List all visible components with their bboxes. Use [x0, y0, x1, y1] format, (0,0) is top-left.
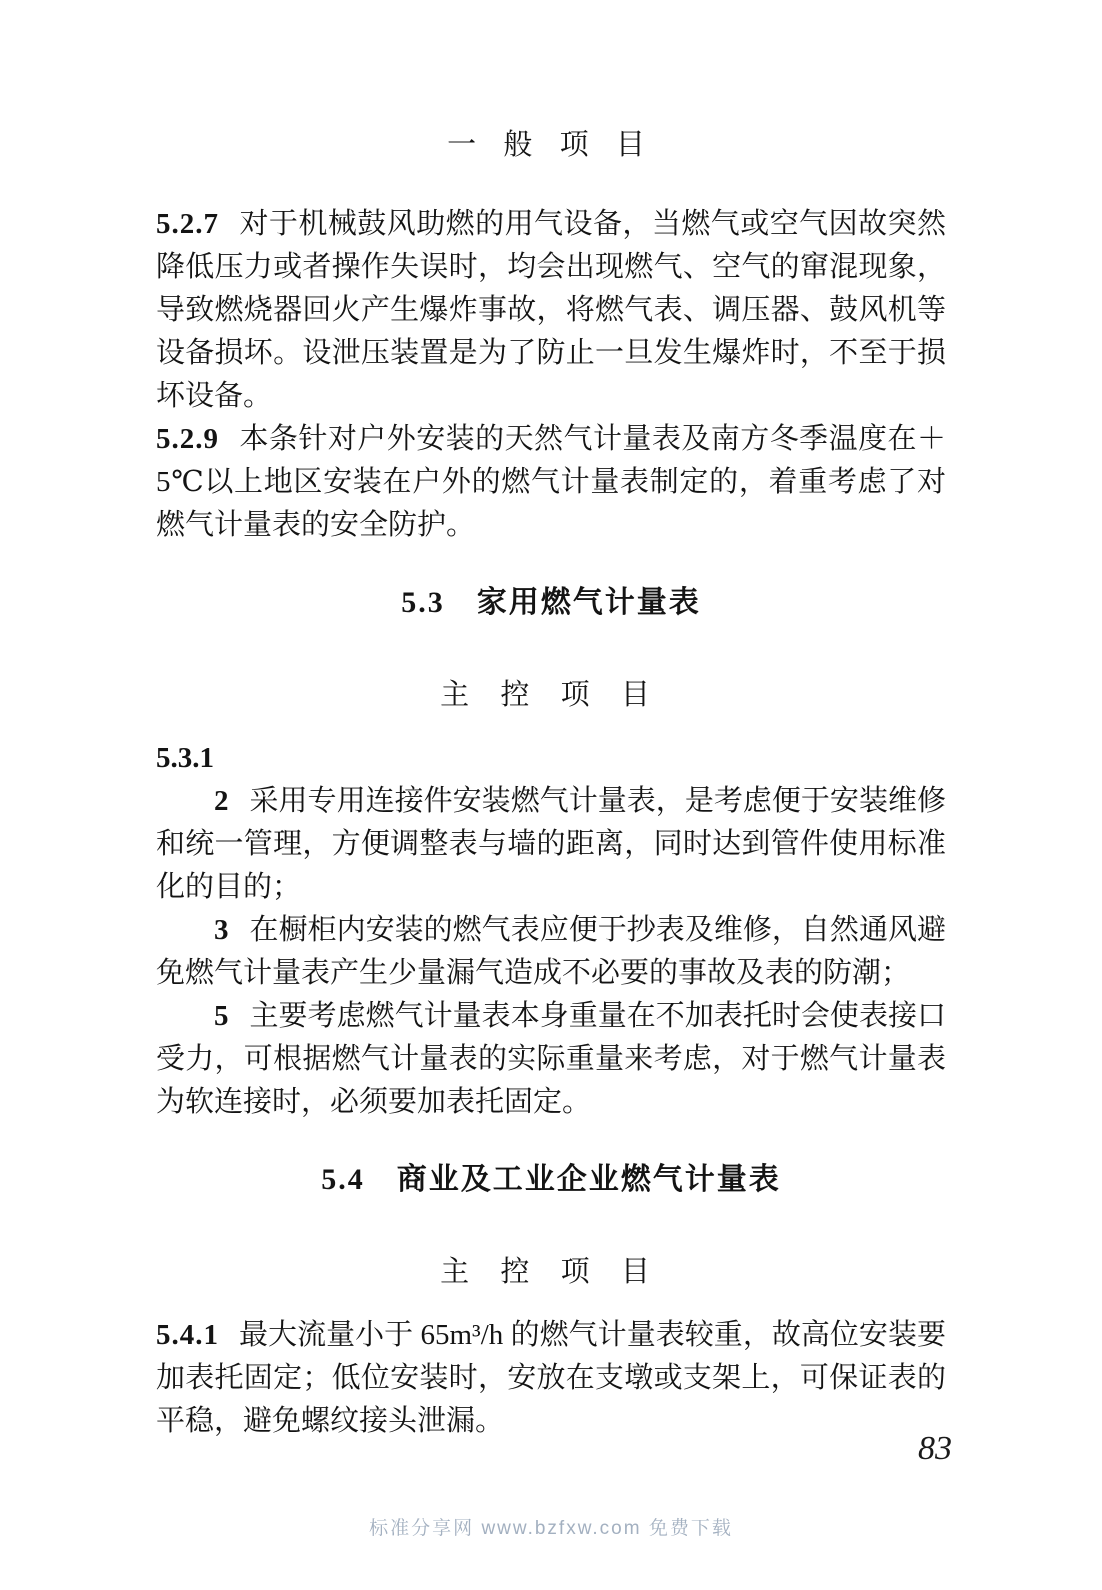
paragraph-5-2-9 [156, 418, 946, 547]
section-5-3-heading: 5.3 家用燃气计量表 [401, 586, 701, 619]
subitem-number: 2 [214, 785, 230, 817]
clause-number: 5.2.7 [156, 208, 219, 240]
clause-text: 对于机械鼓风助燃的用气设备，当燃气或空气因故突然降低压力或者操作失误时，均会出现燃气、空气的窜混现象，导致燃烧器回火产生爆炸事故，将燃气表、调压器、鼓风机等设备损坏。设泄压装置是为了防止一旦发生爆炸时，不至于损坏设备。 [156, 208, 946, 412]
subitem-3 [156, 909, 946, 995]
clause-5-3-1: 5.3.1 [156, 742, 214, 774]
subitem-text: 主要考虑燃气计量表本身重量在不加表托时会使表接口受力，可根据燃气计量表的实际重量来考虑，对于燃气计量表为软连接时，必须要加表托固定。 [156, 1000, 946, 1118]
subitem-text: 采用专用连接件安装燃气计量表，是考虑便于安装维修和统一管理，方便调整表与墙的距离，同时达到管件使用标准化的目的； [156, 785, 946, 903]
section-5-4-heading: 5.4 商业及工业企业燃气计量表 [321, 1163, 781, 1196]
clause-text: 本条针对户外安装的天然气计量表及南方冬季温度在＋5℃以上地区安装在户外的燃气计量表制定的，着重考虑了对燃气计量表的安全防护。 [156, 423, 946, 541]
paragraph-5-4-1 [156, 1314, 946, 1443]
paragraph-5-2-7 [156, 203, 946, 418]
subitem-number: 3 [214, 914, 230, 946]
general-items-heading: 一 般 项 目 [447, 129, 655, 161]
control-items-heading-2: 主 控 项 目 [440, 1256, 662, 1288]
control-items-heading-1: 主 控 项 目 [440, 679, 662, 711]
subitem-text: 在橱柜内安装的燃气表应便于抄表及维修，自然通风避免燃气计量表产生少量漏气造成不必要的事故及表的防潮； [156, 914, 946, 989]
page-number: 83 [918, 1430, 952, 1467]
clause-text: 最大流量小于 65m³/h 的燃气计量表较重，故高位安装要加表托固定；低位安装时，安放在支墩或支架上，可保证表的平稳，避免螺纹接头泄漏。 [156, 1319, 946, 1437]
clause-number: 5.4.1 [156, 1319, 219, 1351]
footer-watermark: 标准分享网 www.bzfxw.com 免费下载 [369, 1518, 733, 1539]
clause-number: 5.2.9 [156, 423, 219, 455]
subitem-5 [156, 995, 946, 1124]
subitem-number: 5 [214, 1000, 230, 1032]
subitem-2 [156, 780, 946, 909]
